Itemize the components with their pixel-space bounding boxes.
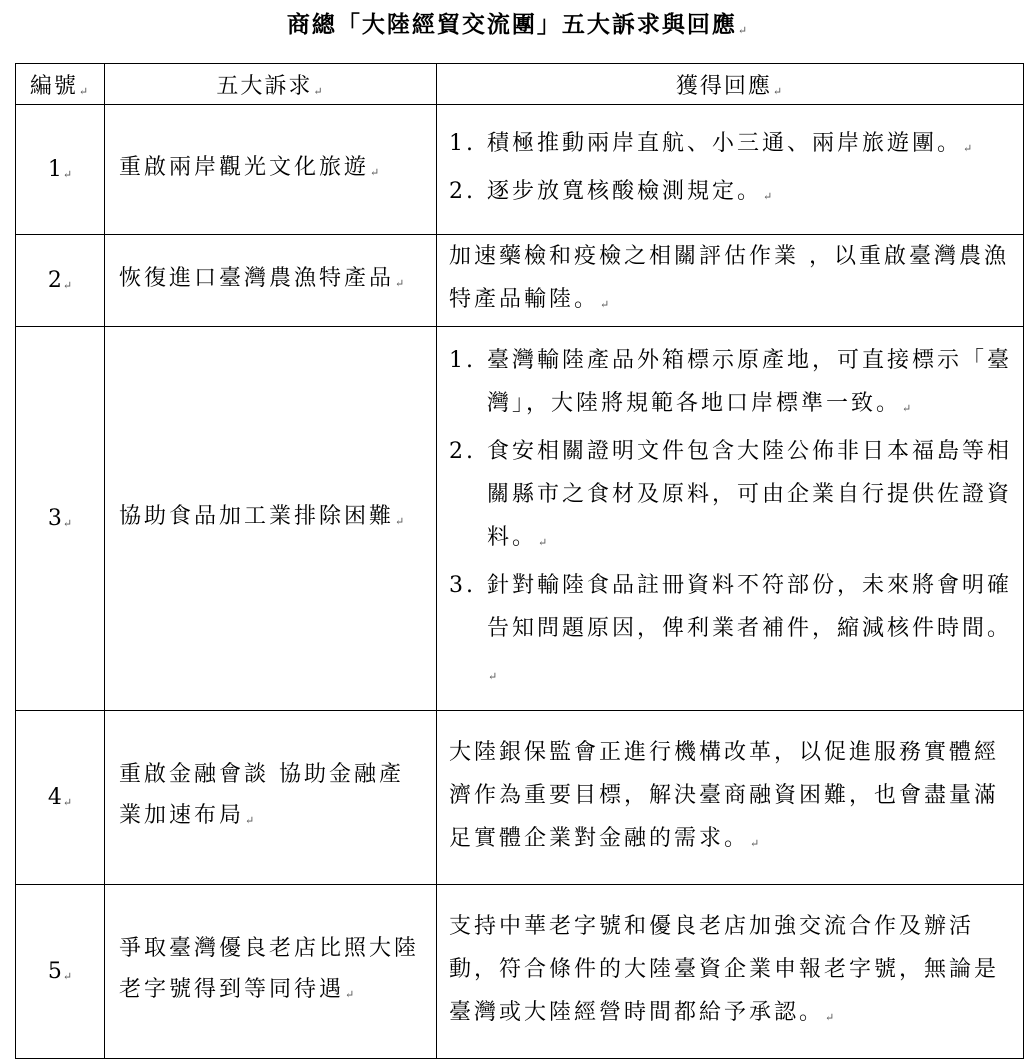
table-header-row <box>16 64 1024 105</box>
table-row <box>16 327 1024 711</box>
row-response <box>437 327 1024 711</box>
header-response: 獲得回應↵ <box>437 64 1024 105</box>
table-row <box>16 235 1024 327</box>
row-number: 3↵ <box>16 327 105 711</box>
response-item: 1. 臺灣輸陸產品外箱標示原產地，可直接標示「臺灣」，大陸將規範各地口岸標準一致。↵ <box>449 348 1013 416</box>
demands-table <box>15 63 1024 1059</box>
row-number: 2↵ <box>16 235 105 327</box>
response-item: 3. 針對輸陸食品註冊資料不符部份，未來將會明確告知問題原因，俾利業者補件，縮減核件時間。↵ <box>449 573 1013 683</box>
header-number: 編號↵ <box>16 64 105 105</box>
row-response: 加速藥檢和疫檢之相關評估作業 ，以重啟臺灣農漁特產品輸陸。↵ <box>437 235 1024 327</box>
response-item: 2. 逐步放寬核酸檢測規定。↵ <box>449 178 776 204</box>
row-response: 支持中華老字號和優良老店加強交流合作及辦活動，符合條件的大陸臺資企業申報老字號，無論是臺灣或大陸經營時間都給予承認。↵ <box>437 885 1024 1059</box>
table-row <box>16 711 1024 885</box>
row-number: 1↵ <box>16 105 105 235</box>
row-demand: 重啟兩岸觀光文化旅遊↵ <box>105 105 437 235</box>
header-demand: 五大訴求↵ <box>105 64 437 105</box>
row-demand: 重啟金融會談 協助金融產業加速布局↵ <box>105 711 437 885</box>
row-number: 5↵ <box>16 885 105 1059</box>
document-title: 商總「大陸經貿交流團」五大訴求與回應↵ <box>286 11 750 38</box>
response-item: 1. 積極推動兩岸直航、小三通、兩岸旅遊團。↵ <box>449 130 976 156</box>
response-item: 2. 食安相關證明文件包含大陸公佈非日本福島等相關縣市之食材及原料，可由企業自行提供佐證資料。↵ <box>449 439 1013 550</box>
row-response <box>437 105 1024 235</box>
row-response: 大陸銀保監會正進行機構改革，以促進服務實體經濟作為重要目標，解決臺商融資困難，也會盡量滿足實體企業對金融的需求。↵ <box>437 711 1024 885</box>
row-demand: 協助食品加工業排除困難↵ <box>105 327 437 711</box>
table-row <box>16 885 1024 1059</box>
table-row <box>16 105 1024 235</box>
row-number: 4↵ <box>16 711 105 885</box>
row-demand: 爭取臺灣優良老店比照大陸老字號得到等同待遇↵ <box>105 885 437 1059</box>
paragraph-mark-icon: ↵ <box>737 24 750 37</box>
row-demand: 恢復進口臺灣農漁特產品↵ <box>105 235 437 327</box>
